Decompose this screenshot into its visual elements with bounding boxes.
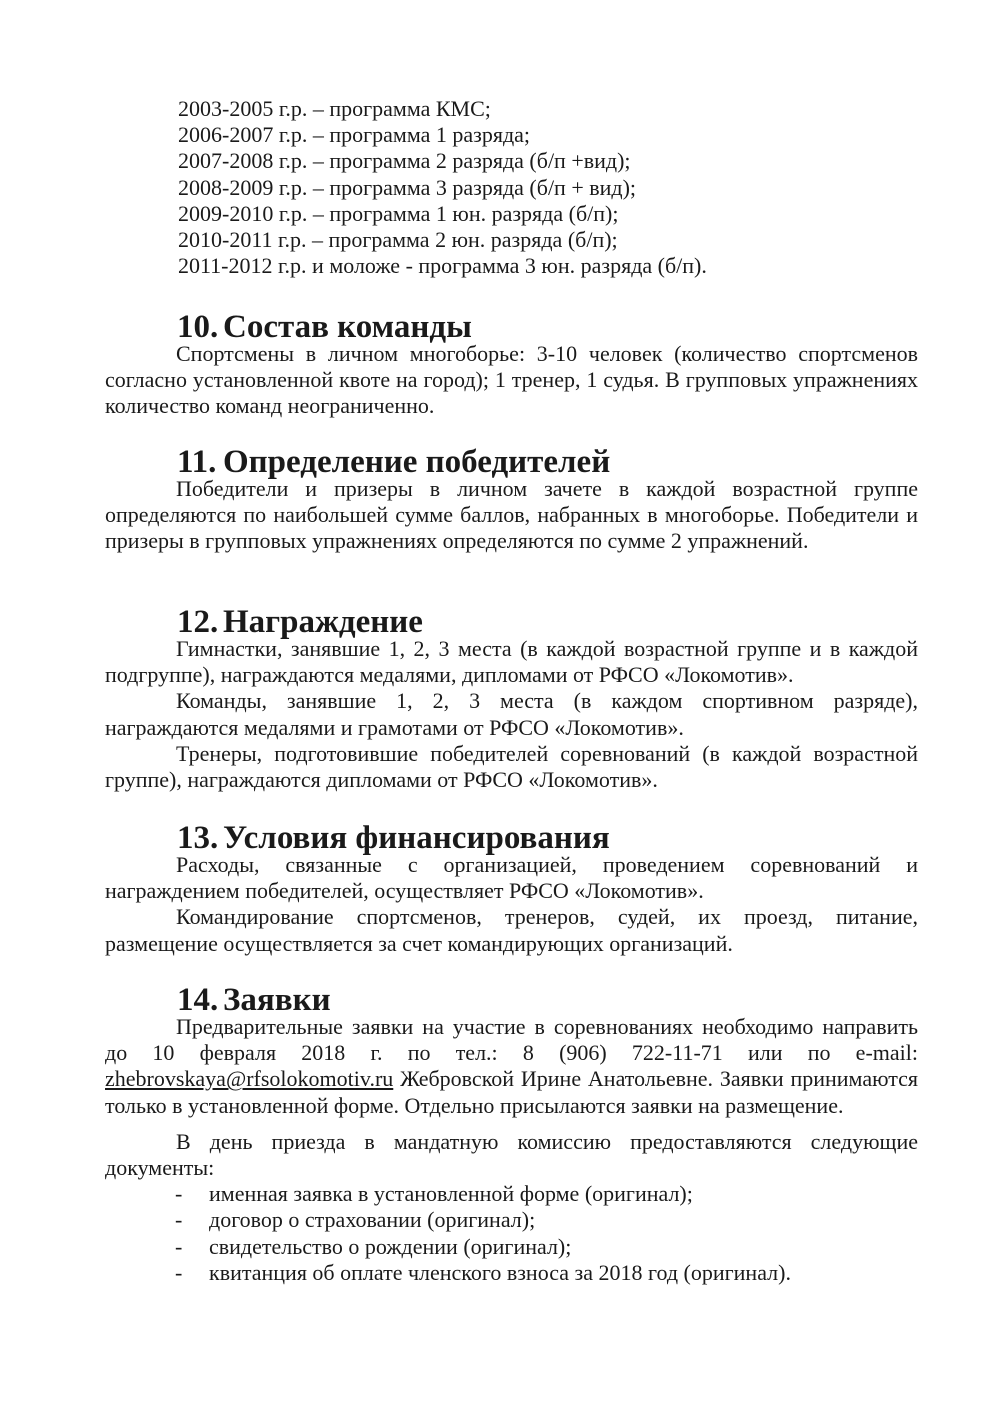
paragraph: Победители и призеры в личном зачете в каждой возрастной группе определяются по наибольшей сумме баллов, набранных в многоборье. Победители и призеры в групповых упражнениях определяются по сумме 2 упражнений. <box>105 476 918 554</box>
list-item <box>105 1260 918 1286</box>
section-title: Заявки <box>223 982 331 1018</box>
section-13-body <box>105 852 918 957</box>
paragraph: В день приезда в мандатную комиссию предоставляются следующие документы: <box>105 1128 918 1181</box>
paragraph: Спортсмены в личном многоборье: 3-10 человек (количество спортсменов согласно установленной квоте на город); 1 тренер, 1 судья. В групповых упражнениях количество команд неограниченно. <box>105 341 918 419</box>
age-program-line: 2003-2005 г.р. – программа КМС; <box>178 96 491 121</box>
paragraph: Командирование спортсменов, тренеров, судей, их проезд, питание, размещение осуществляется за счет командирующих организаций. <box>105 904 918 956</box>
list-dash: - <box>175 1181 183 1207</box>
paragraph: Тренеры, подготовившие победителей соревнований (в каждой возрастной группе), награждаются дипломами от РФСО «Локомотив». <box>105 740 918 793</box>
age-program-line: 2006-2007 г.р. – программа 1 разряда; <box>178 122 531 148</box>
paragraph-text: Жебровской Ирине Анатольевне. Заявки принимаются только в установленной форме. Отдельно присылаются заявки на размещение. <box>105 1066 918 1118</box>
list-dash: - <box>175 1233 183 1259</box>
list-item-text: свидетельство о рождении (оригинал); <box>209 1233 572 1259</box>
age-program-line: 2007-2008 г.р. – программа 2 разряда (б/п +вид); <box>178 148 631 174</box>
section-title: Состав команды <box>223 309 472 345</box>
section-10-heading <box>177 309 472 345</box>
section-12-body <box>105 636 918 793</box>
paragraph: Расходы, связанные с организацией, проведением соревнований и награждением победителей, осуществляет РФСО «Локомотив». <box>105 852 918 904</box>
list-dash: - <box>175 1259 183 1285</box>
list-item-text: квитанция об оплате членского взноса за 2018 год (оригинал). <box>209 1259 791 1285</box>
section-number: 12. <box>177 604 219 640</box>
section-13-heading <box>177 820 610 856</box>
section-10-body <box>105 341 918 420</box>
documents-list <box>105 1181 918 1286</box>
section-number: 10. <box>177 309 219 345</box>
section-11-heading <box>177 444 611 480</box>
section-title: Награждение <box>223 604 423 640</box>
section-11-body <box>105 476 918 555</box>
age-program-line: 2009-2010 г.р. – программа 1 юн. разряда (б/п); <box>178 200 619 226</box>
section-title: Определение победителей <box>223 444 611 480</box>
age-program-line: 2008-2009 г.р. – программа 3 разряда (б/п + вид); <box>178 174 637 200</box>
paragraph-text: Предварительные заявки на участие в соревнованиях необходимо направить до 10 февраля 2018 г. по тел.: 8 (906) 722-11-71 или по e-mail: <box>105 1014 918 1066</box>
list-dash: - <box>175 1207 183 1233</box>
age-program-line: 2011-2012 г.р. и моложе - программа 3 юн. разряда (б/п). <box>178 253 707 279</box>
paragraph <box>105 1014 918 1119</box>
paragraph: Гимнастки, занявшие 1, 2, 3 места (в каждой возрастной группе и в каждой подгруппе), награждаются медалями, дипломами от РФСО «Локомотив». <box>105 636 918 688</box>
section-number: 11. <box>177 444 217 480</box>
section-number: 13. <box>177 820 219 856</box>
list-item-text: договор о страховании (оригинал); <box>209 1207 536 1233</box>
list-item <box>105 1207 918 1233</box>
list-item <box>105 1181 918 1207</box>
section-14-heading <box>177 982 331 1018</box>
email-link[interactable]: zhebrovskaya@rfsolokomotiv.ru <box>105 1066 394 1092</box>
paragraph: Команды, занявшие 1, 2, 3 места (в каждом спортивном разряде), награждаются медалями и грамотами от РФСО «Локомотив». <box>105 688 918 740</box>
section-title: Условия финансирования <box>223 820 610 856</box>
section-14-body <box>105 1014 918 1286</box>
section-number: 14. <box>177 982 219 1018</box>
list-item-text: именная заявка в установленной форме (оригинал); <box>209 1181 693 1207</box>
age-program-list <box>178 96 707 279</box>
section-12-heading <box>177 604 423 640</box>
list-item <box>105 1234 918 1260</box>
age-program-line: 2010-2011 г.р. – программа 2 юн. разряда (б/п); <box>178 227 618 253</box>
